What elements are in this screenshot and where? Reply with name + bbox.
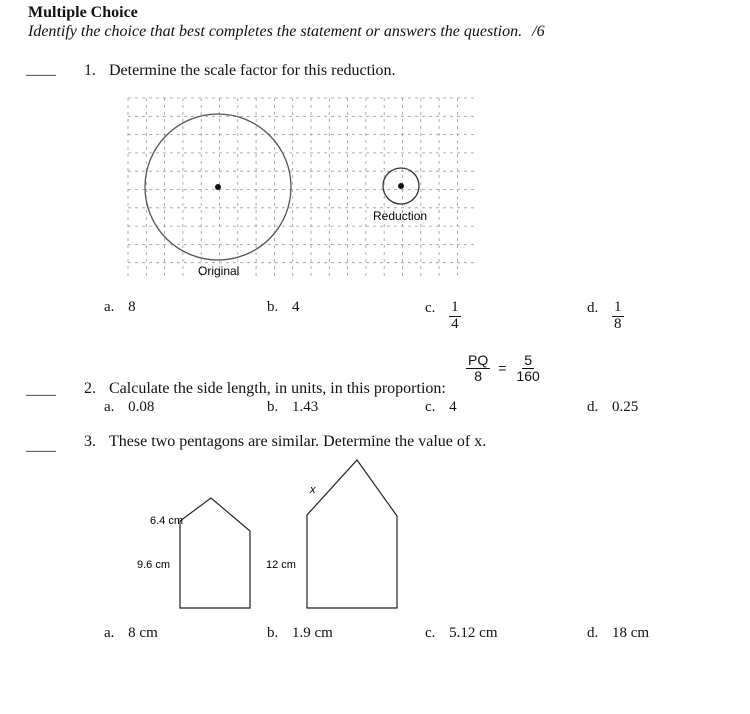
q1-option-c[interactable]: [425, 300, 461, 333]
similar-pentagons-figure: [120, 458, 420, 618]
q2-option-b[interactable]: [267, 399, 318, 416]
q3-option-b-letter: b.: [267, 625, 279, 641]
answer-blank-2[interactable]: ____: [26, 382, 56, 398]
question-3-text: These two pentagons are similar. Determine the value of x.: [109, 433, 487, 450]
small-pentagon-side-label: 9.6 cm: [137, 559, 171, 571]
reduction-center-dot: [398, 183, 404, 189]
q1-option-c-fraction: [449, 300, 461, 333]
proportion-right-fraction: [514, 353, 541, 383]
q1-option-d-numerator: 1: [614, 299, 622, 315]
q2-option-d[interactable]: [587, 399, 638, 416]
q3-option-d-value: 18 cm: [612, 625, 650, 641]
original-center-dot: [215, 184, 221, 190]
large-pentagon-x-label: x: [310, 484, 316, 496]
instructions: [28, 23, 545, 41]
proportion-equals: =: [498, 360, 507, 377]
q1-option-a-value: 8: [128, 299, 136, 315]
q3-option-a-value: 8 cm: [128, 625, 158, 641]
proportion-left-fraction: [466, 353, 490, 383]
q1-option-b-letter: b.: [267, 299, 279, 315]
question-2-text: Calculate the side length, in units, in this proportion:: [109, 380, 446, 397]
question-3-number: 3.: [84, 433, 96, 450]
q1-option-d-denominator: 8: [614, 315, 622, 332]
scale-reduction-figure: [120, 92, 482, 284]
q2-option-a-value: 0.08: [128, 399, 155, 415]
score-total: /6: [532, 23, 545, 40]
answer-blank-3[interactable]: ____: [26, 438, 56, 454]
question-2-number: 2.: [84, 380, 96, 397]
q1-option-a[interactable]: [104, 299, 136, 316]
q1-option-b-value: 4: [292, 299, 300, 315]
instructions-text: Identify the choice that best completes the statement or answers the question.: [28, 23, 523, 40]
q2-option-a[interactable]: [104, 399, 154, 416]
proportion-expression: [466, 353, 542, 383]
q2-option-a-letter: a.: [104, 399, 115, 415]
small-pentagon: [180, 498, 250, 608]
proportion-left-numerator: PQ: [468, 352, 489, 368]
q1-option-c-letter: c.: [425, 300, 436, 316]
question-1-text: Determine the scale factor for this reduction.: [109, 62, 396, 79]
q1-option-a-letter: a.: [104, 299, 115, 315]
q3-option-c-value: 5.12 cm: [449, 625, 498, 641]
reduction-label: Reduction: [373, 209, 428, 223]
q2-option-d-letter: d.: [587, 399, 599, 415]
q3-option-d-letter: d.: [587, 625, 599, 641]
q2-option-b-value: 1.43: [292, 399, 319, 415]
q3-option-b-value: 1.9 cm: [292, 625, 333, 641]
small-pentagon-slant-label: 6.4 cm: [150, 515, 184, 527]
original-label: Original: [198, 264, 240, 278]
q1-option-d-letter: d.: [587, 300, 599, 316]
q2-option-c-value: 4: [449, 399, 457, 415]
large-pentagon: [307, 460, 397, 608]
large-pentagon-side-label: 12 cm: [266, 559, 296, 571]
proportion-right-denominator: 160: [516, 367, 540, 384]
q3-option-c-letter: c.: [425, 625, 436, 641]
q2-option-d-value: 0.25: [612, 399, 639, 415]
q2-option-b-letter: b.: [267, 399, 279, 415]
q3-option-b[interactable]: [267, 625, 333, 642]
answer-blank-1[interactable]: ____: [26, 62, 56, 78]
q3-option-d[interactable]: [587, 625, 649, 642]
q1-option-b[interactable]: [267, 299, 300, 316]
proportion-left-denominator: 8: [474, 367, 483, 384]
q1-option-d-fraction: [612, 300, 624, 333]
q3-option-c[interactable]: [425, 625, 498, 642]
q1-option-c-denominator: 4: [451, 315, 459, 332]
q1-option-c-numerator: 1: [451, 299, 459, 315]
q2-option-c-letter: c.: [425, 399, 436, 415]
question-1-number: 1.: [84, 62, 96, 79]
q2-option-c[interactable]: [425, 399, 457, 416]
q3-option-a[interactable]: [104, 625, 158, 642]
proportion-right-numerator: 5: [524, 352, 532, 368]
q3-option-a-letter: a.: [104, 625, 115, 641]
section-title: Multiple Choice: [28, 4, 138, 21]
q1-option-d[interactable]: [587, 300, 624, 333]
